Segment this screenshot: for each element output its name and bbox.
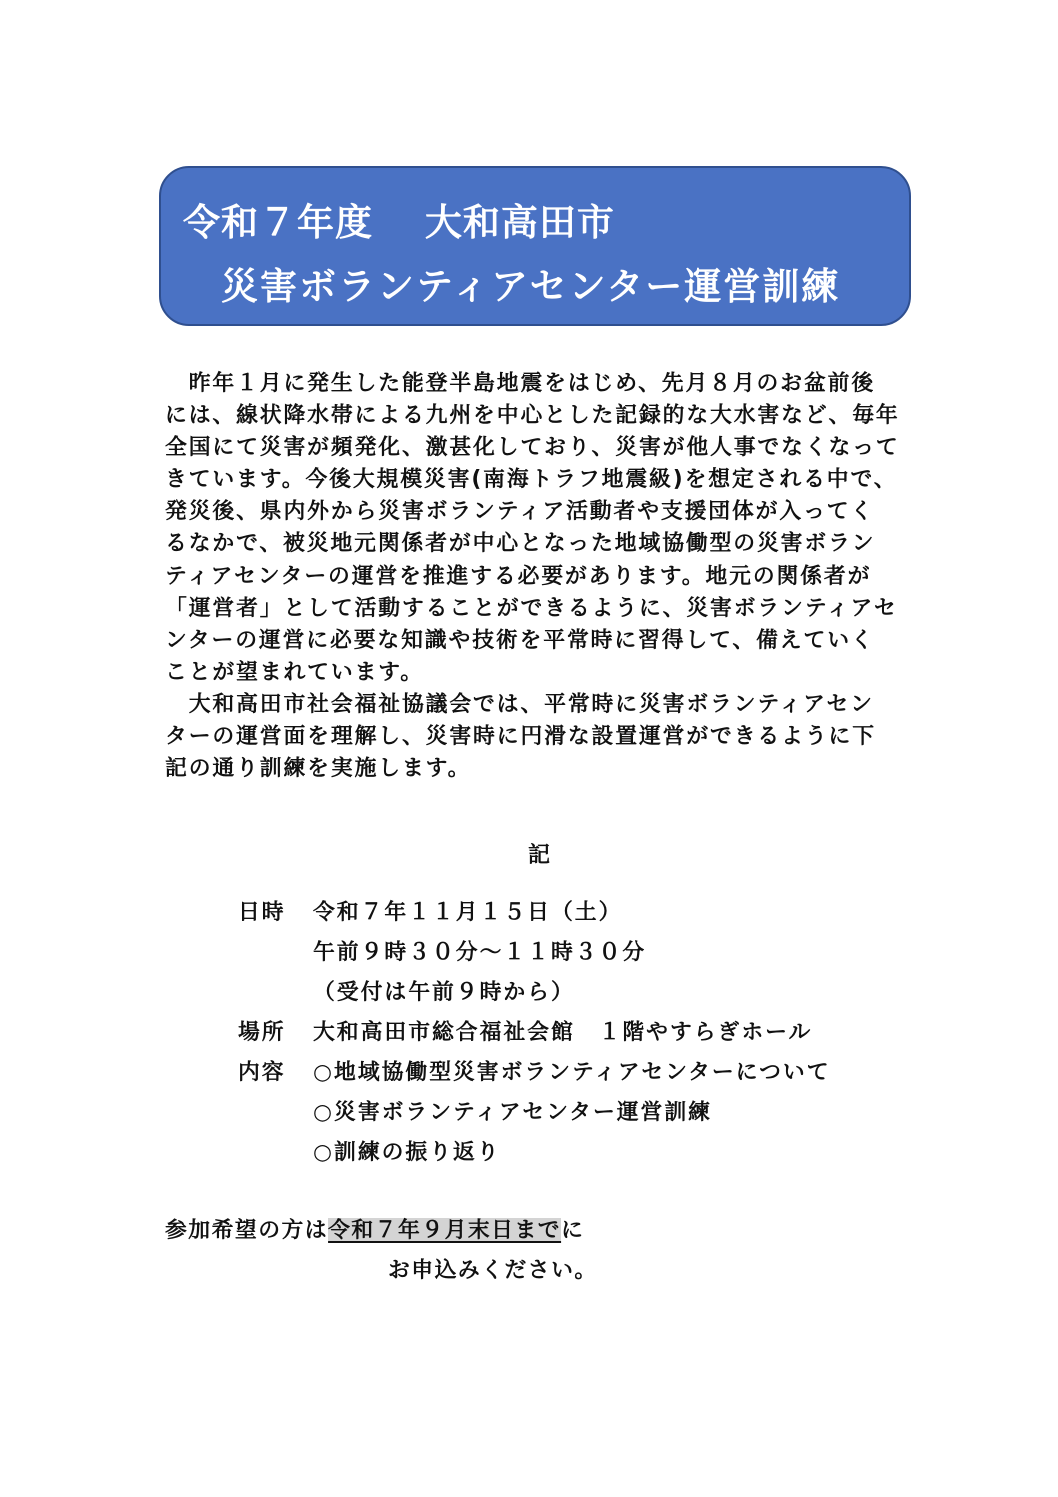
date-label: 日時 <box>238 900 286 925</box>
content-item: ○訓練の振り返り <box>313 1140 501 1165</box>
deadline-prefix: 参加希望の方は <box>165 1218 329 1243</box>
intro-paragraph: 昨年１月に発生した能登半島地震をはじめ、先月８月のお盆前後 には、線状降水帯による九州を中心とした記録的な大水害など、毎年 全国にて災害が頻発化、激甚化しており、災害が他人事でなくなって きています。今後大規模災害(南海トラフ地震級)を想定される中で、 発災後、県内外から災害ボランティア活動者や支援団体が入ってく るなかで、被災地元関係者が中心となった地域協働型の災害ボラン ティアセンターの運営を推進する必要があります。地元の関係者が 「運営者」として活動することができるように、災害ボランティアセ ンターの運営に必要な知識や技術を平常時に習得して、備えていく ことが望まれています。 大和高田市社会福祉協議会では、平常時に災害ボランティアセン ターの運営面を理解し、災害時に円滑な設置運営ができるように下 記の通り訓練を実施します。 <box>165 371 900 782</box>
title-event-name: 災害ボランティアセンター運営訓練 <box>221 265 841 308</box>
deadline-line <box>165 1213 584 1244</box>
apply-instruction: お申込みください。 <box>388 1258 598 1283</box>
deadline-date: 令和７年９月末日まで <box>328 1218 562 1243</box>
place-value: 大和高田市総合福祉会館 １階やすらぎホール <box>313 1020 813 1045</box>
place-label: 場所 <box>238 1020 286 1045</box>
content-item: ○災害ボランティアセンター運営訓練 <box>313 1100 712 1125</box>
title-year-city: 令和７年度 大和高田市 <box>183 201 615 244</box>
content-label: 内容 <box>238 1060 286 1085</box>
title-banner <box>159 166 911 326</box>
deadline-suffix: に <box>561 1218 585 1243</box>
ki-heading: 記 <box>528 843 551 868</box>
date-value: 令和７年１１月１５日（土） <box>313 900 623 925</box>
reception-note: （受付は午前９時から） <box>313 980 575 1005</box>
time-value: 午前９時３０分～１１時３０分 <box>313 940 647 965</box>
content-item: ○地域協働型災害ボランティアセンターについて <box>313 1060 831 1085</box>
